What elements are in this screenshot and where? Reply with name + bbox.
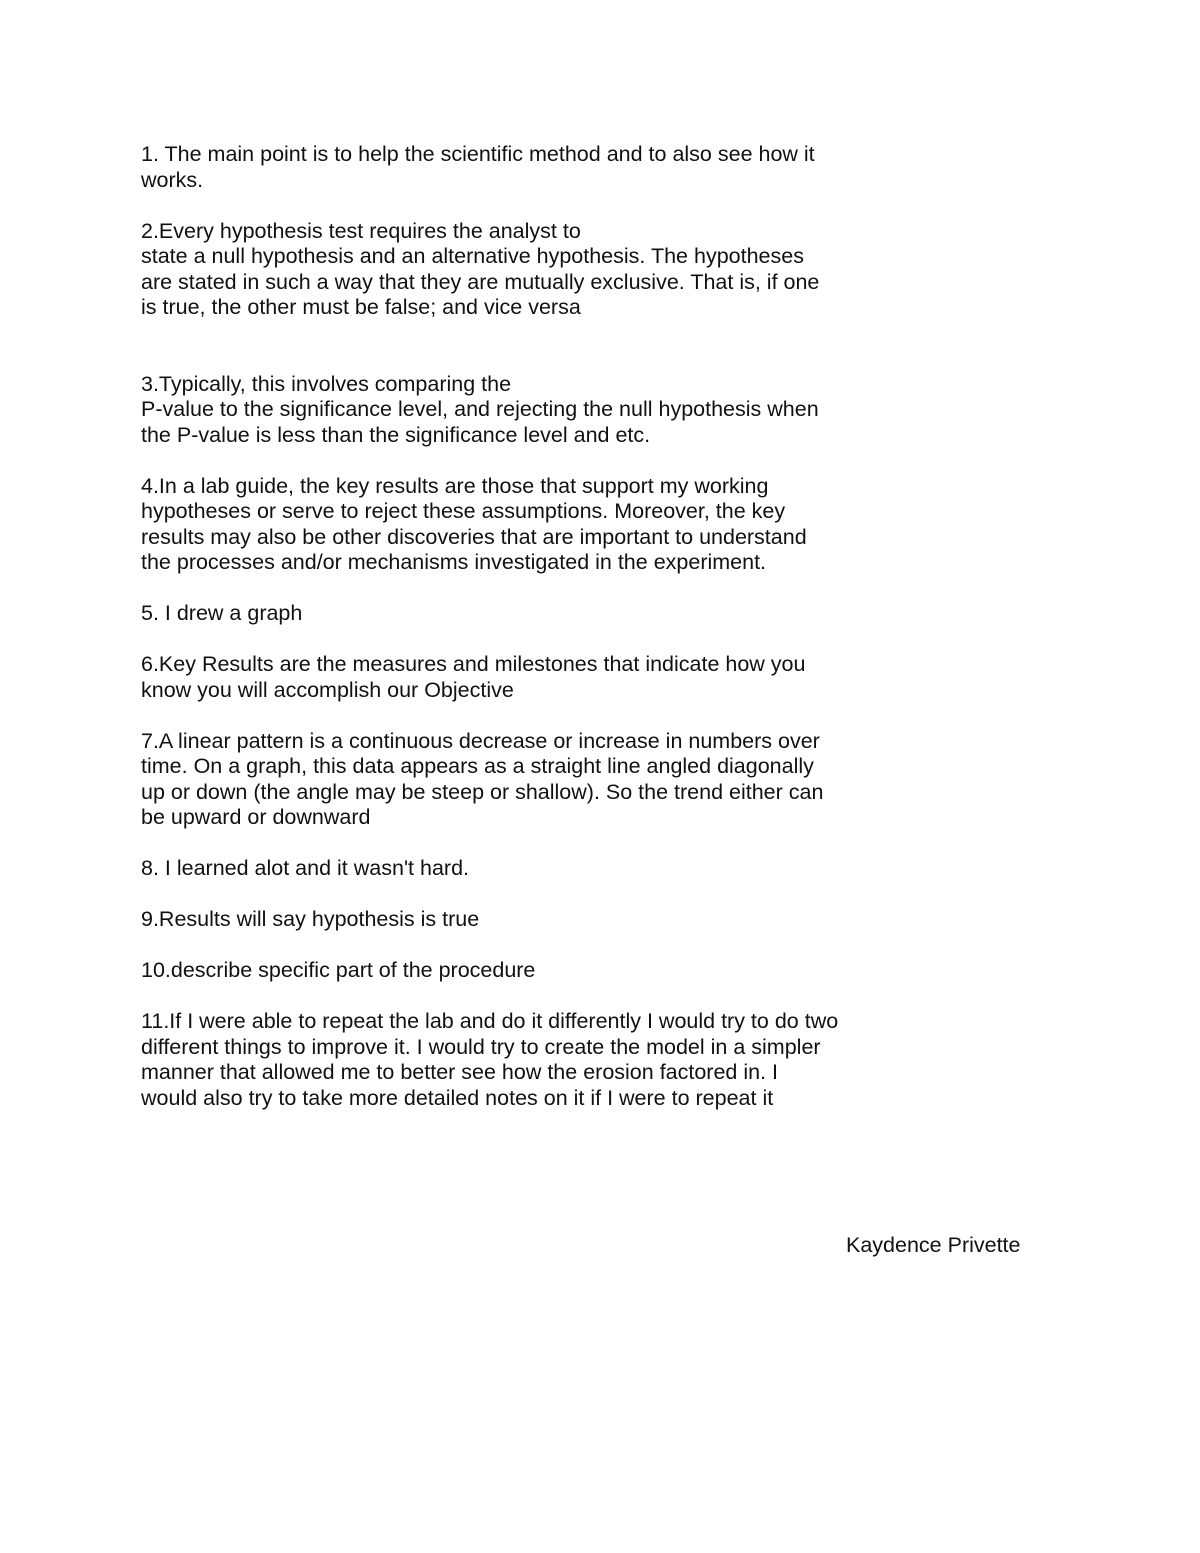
answer-7 [141,729,941,831]
answer-line: 9.Results will say hypothesis is true [141,907,480,931]
answer-line: P-value to the significance level, and rejecting the null hypothesis when [141,397,819,421]
answer-line: are stated in such a way that they are mutually exclusive. That is, if one [141,269,820,294]
answer-line: 1. The main point is to help the scientific method and to also see how it [141,142,815,166]
answer-line: 4.In a lab guide, the key results are those that support my working [141,473,769,498]
answer-line: 3.Typically, this involves comparing the [141,371,512,396]
answer-line: 7.A linear pattern is a continuous decrease or increase in numbers over [141,728,820,753]
answer-line: 10.describe specific part of the procedure [141,958,536,982]
answer-line: different things to improve it. I would try to create the model in a simpler [141,1034,821,1059]
answer-2 [141,219,941,321]
answer-line: 5. I drew a graph [141,601,303,625]
answer-1 [141,142,941,193]
answer-line: 2.Every hypothesis test requires the analyst to [141,218,581,243]
answer-line: state a null hypothesis and an alternative hypothesis. The hypotheses [141,244,804,268]
answer-line: the processes and/or mechanisms investigated in the experiment. [141,550,767,574]
author-signature: Kaydence Privette [846,1233,1021,1257]
answer-10 [141,958,941,984]
answer-line: be upward or downward [141,805,371,829]
answer-4 [141,474,941,576]
answer-line: time. On a graph, this data appears as a straight line angled diagonally [141,754,814,778]
answer-6 [141,652,941,703]
answer-line: is true, the other must be false; and vice versa [141,295,581,319]
answer-line: would also try to take more detailed notes on it if I were to repeat it [141,1085,774,1110]
answer-line: know you will accomplish our Objective [141,677,514,702]
answer-5 [141,601,941,627]
answer-8 [141,856,941,882]
answer-line: hypotheses or serve to reject these assumptions. Moreover, the key [141,499,786,523]
answer-11 [141,1009,941,1111]
answer-line: 6.Key Results are the measures and milestones that indicate how you [141,652,806,676]
answer-9 [141,907,941,933]
answer-line: the P-value is less than the significance level and etc. [141,422,651,447]
answer-line: results may also be other discoveries that are important to understand [141,524,807,549]
answer-3 [141,372,941,449]
answer-line: 8. I learned alot and it wasn't hard. [141,856,470,880]
answer-line: 11.If I were able to repeat the lab and do it differently I would try to do two [141,1009,839,1033]
answer-line: up or down (the angle may be steep or shallow). So the trend either can [141,779,824,804]
answer-line: works. [141,167,204,192]
document-body [141,142,941,1137]
answer-line: manner that allowed me to better see how the erosion factored in. I [141,1060,779,1084]
